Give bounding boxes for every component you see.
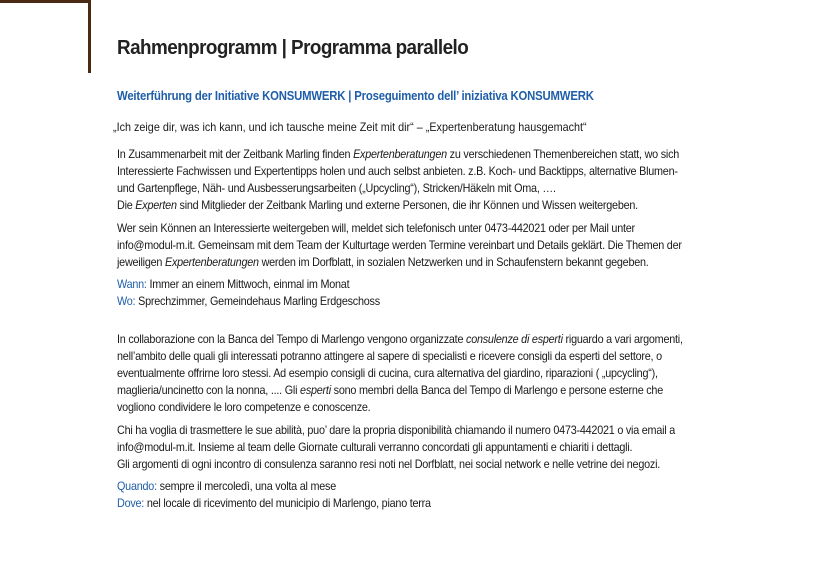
text-span: maglieria/uncinetto con la nonna, .... Gli (117, 383, 301, 397)
german-paragraph-2 (117, 220, 747, 271)
document-content (113, 35, 747, 512)
italian-paragraph-1 (117, 331, 747, 416)
text-span: In collaborazione con la Banca del Tempo di Marlengo vengono organizzate (117, 332, 467, 346)
text-span: sono membri della Banca del Tempo di Marlengo e persone esterne che (330, 383, 664, 397)
text-line: und Gartenpflege, Näh- und Ausbesserungsarbeiten („Upcycling“), Stricken/Häkeln mit Oma, …. (117, 181, 556, 195)
text-span: riguardo a vari argomenti, (562, 332, 683, 346)
when-label: Quando: (117, 479, 157, 493)
when-value: sempre il mercoledì, una volta al mese (156, 479, 336, 493)
page-title: Rahmenprogramm | Programma parallelo (117, 36, 469, 59)
text-line: eventualmente offrirne loro stessi. Ad esempio consigli di cucina, cura alternativa del giardino, riparazioni ( „upcycling“), (117, 366, 658, 380)
text-line: info@modul-m.it. Gemeinsam mit dem Team der Kulturtage werden Termine vereinbart und Details geklärt. Die Themen der (117, 238, 682, 252)
italic-term: Expertenberatungen (353, 147, 447, 161)
text-line: Chi ha voglia di trasmettere le sue abilità, puo’ dare la propria disponibilità chiamando il numero 0473-442021 o via email a (117, 423, 676, 437)
italian-details (117, 478, 747, 512)
text-span: Die (117, 198, 136, 212)
corner-mark-vertical (88, 0, 91, 73)
where-label: Dove: (117, 496, 145, 510)
text-line: info@modul-m.it. Insieme al team delle Giornate culturali verranno concordati gli appuntamenti e chiariti i dettagli. (117, 440, 633, 454)
text-span: In Zusammenarbeit mit der Zeitbank Marling finden (117, 147, 354, 161)
italian-paragraph-2 (117, 422, 747, 473)
italic-term: Experten (135, 198, 177, 212)
quote-line: „Ich zeige dir, was ich kann, und ich tausche meine Zeit mit dir“ – „Expertenberatung hausgemacht“ (113, 120, 587, 134)
text-span: werden im Dorfblatt, in sozialen Netzwerken und in Schaufenstern bekannt gegeben. (258, 255, 649, 269)
text-line: Interessierte Fachwissen und Expertentipps holen und auch selbst anbieten. z.B. Koch- und Backtipps, alternative Blumen- (117, 164, 678, 178)
italic-term: esperti (300, 383, 331, 397)
when-label: Wann: (117, 277, 147, 291)
text-line: Gli argomenti di ogni incontro di consulenza saranno resi noti nel Dorfblatt, nei social network e nelle vetrine dei negozi. (117, 457, 661, 471)
text-span: jeweiligen (117, 255, 165, 269)
section-subtitle: Weiterführung der Initiative KONSUMWERK | Proseguimento dell’ iniziativa KONSUMWERK (117, 89, 594, 103)
german-paragraph-1 (117, 146, 747, 214)
italic-term: Expertenberatungen (164, 255, 259, 269)
where-label: Wo: (117, 294, 136, 308)
corner-mark-horizontal (0, 0, 90, 3)
text-line: vogliono condividere le loro competenze e conoscenze. (117, 400, 371, 414)
text-line: Wer sein Können an Interessierte weitergeben will, meldet sich telefonisch unter 0473-442021 oder per Mail unter (117, 221, 635, 235)
italic-term: consulenze di esperti (466, 332, 563, 346)
when-value: Immer an einem Mittwoch, einmal im Monat (146, 277, 350, 291)
german-details (117, 276, 747, 310)
text-line: nell’ambito delle quali gli interessati potranno attingere al sapere di specialisti e ricevere consigli da esperti del settore, o (117, 349, 662, 363)
where-value: Sprechzimmer, Gemeindehaus Marling Erdgeschoss (135, 294, 380, 308)
text-span: zu verschiedenen Themenbereichen statt, wo sich (446, 147, 680, 161)
where-value: nel locale di ricevimento del municipio di Marlengo, piano terra (144, 496, 431, 510)
text-span: sind Mitglieder der Zeitbank Marling und externe Personen, die ihr Können und Wissen weitergeben. (176, 198, 638, 212)
